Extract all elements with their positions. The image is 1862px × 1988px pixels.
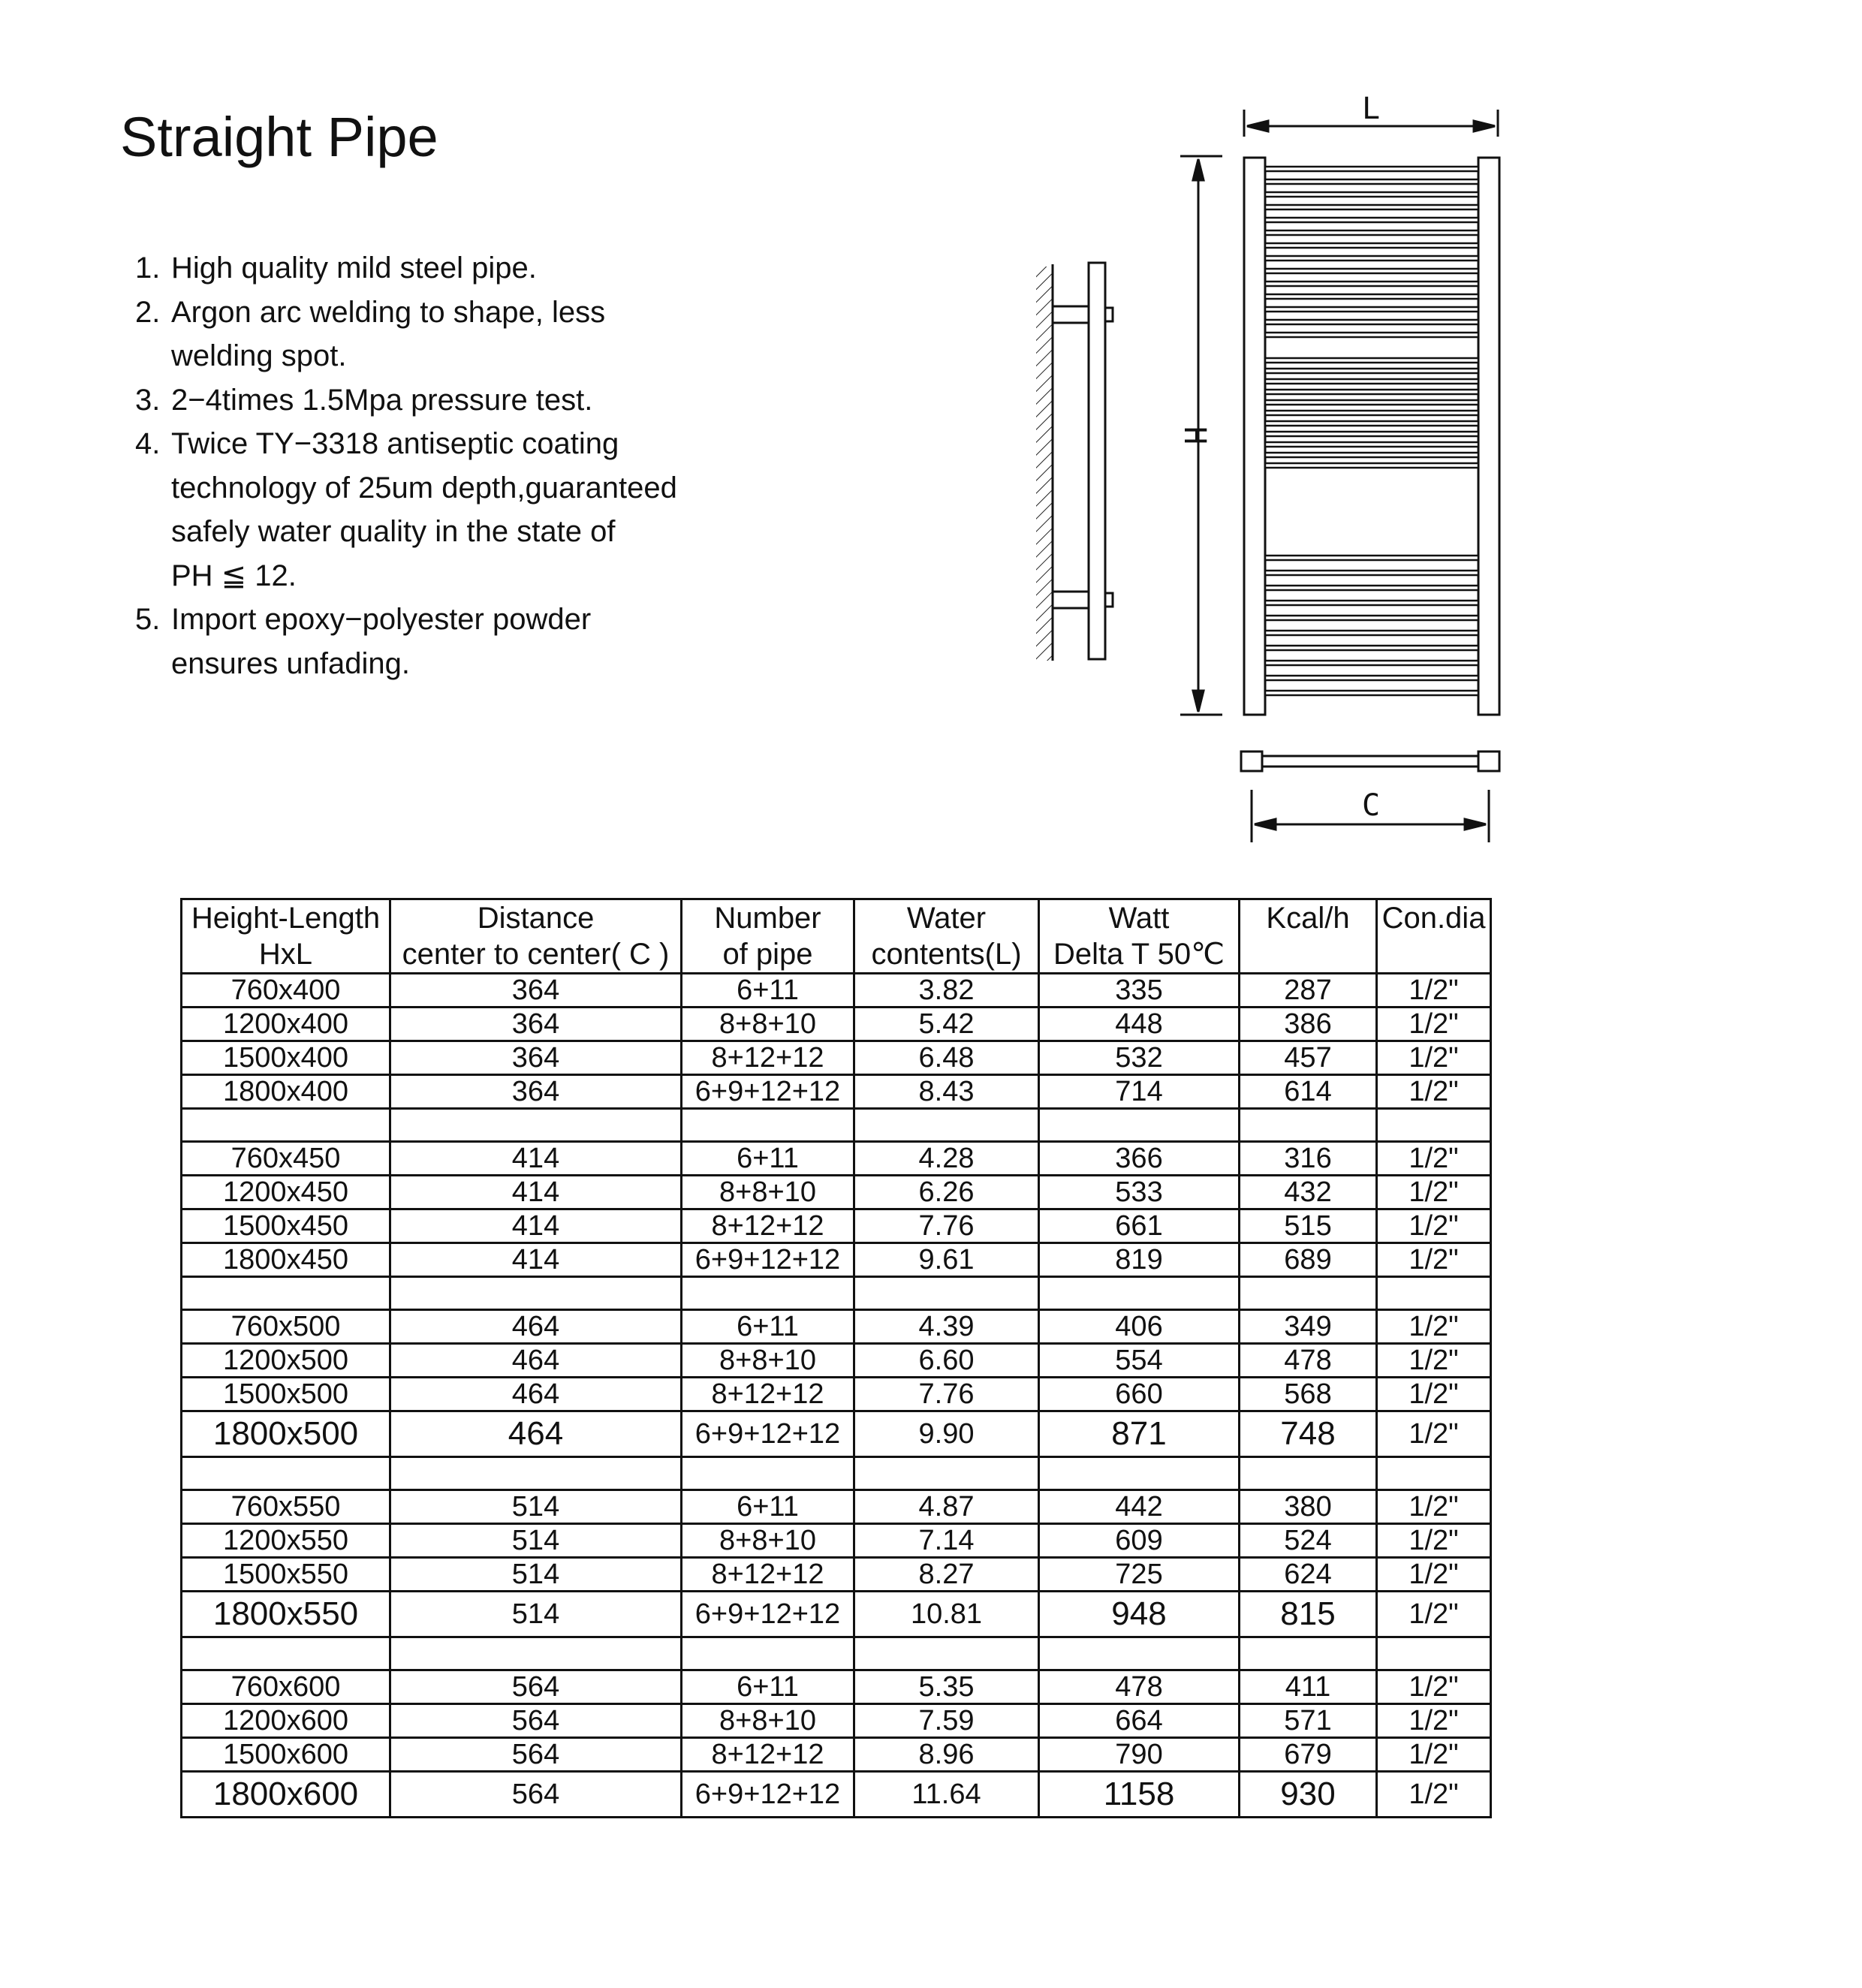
table-cell: 9.90 [854,1411,1039,1457]
table-cell: 464 [390,1344,682,1378]
front-view [1244,158,1499,715]
table-cell: 8+8+10 [682,1524,854,1558]
table-cell [682,1457,854,1490]
table-cell: 1/2" [1377,1524,1491,1558]
rung [1265,571,1478,575]
table-cell: 819 [1039,1243,1240,1277]
table-cell: 411 [1240,1670,1377,1704]
header-cell: Number [682,899,854,937]
table-cell: 406 [1039,1310,1240,1344]
table-row [182,1243,1491,1277]
feature-number: 4. [135,427,161,460]
table-row [182,1344,1491,1378]
table-cell: 6.26 [854,1176,1039,1209]
table-cell: 564 [390,1704,682,1738]
table-cell: 1/2" [1377,1075,1491,1109]
rung [1265,192,1478,197]
table-cell: 660 [1039,1378,1240,1411]
table-cell: 287 [1240,974,1377,1008]
table-cell: 1/2" [1377,1558,1491,1592]
table-cell: 714 [1039,1075,1240,1109]
table-row [182,1310,1491,1344]
rung [1265,400,1478,405]
table-cell: 8.96 [854,1738,1039,1772]
center-label: C [1361,788,1381,823]
rung [1265,661,1478,665]
table-cell: 1800x400 [182,1075,390,1109]
table-cell: 524 [1240,1524,1377,1558]
rung [1265,307,1478,312]
feature-text: welding spot. [171,339,347,372]
header-cell: Distance [390,899,682,937]
rung [1265,463,1478,468]
feature-text: PH ≦ 12. [171,559,297,592]
table-cell: 380 [1240,1490,1377,1524]
table-cell [1039,1637,1240,1670]
table-cell: 1/2" [1377,1772,1491,1818]
table-cell: 1800x550 [182,1592,390,1637]
table-cell [854,1277,1039,1310]
rung [1265,691,1478,695]
table-cell: 679 [1240,1738,1377,1772]
table-row [182,1738,1491,1772]
table-row [182,1142,1491,1176]
table-subheader-row [182,936,1491,974]
table-row [182,1558,1491,1592]
table-cell: 316 [1240,1142,1377,1176]
table-cell: 9.61 [854,1243,1039,1277]
table-cell: 1/2" [1377,1704,1491,1738]
table-row [182,1772,1491,1818]
table-spacer-row [182,1109,1491,1142]
header-cell: Watt [1039,899,1240,937]
table-cell: 6+9+12+12 [682,1075,854,1109]
table-cell: 8+12+12 [682,1041,854,1075]
rung [1265,676,1478,680]
table-cell: 1500x400 [182,1041,390,1075]
table-cell [1240,1277,1377,1310]
table-cell: 760x600 [182,1670,390,1704]
table-cell: 1200x600 [182,1704,390,1738]
table-cell [1039,1457,1240,1490]
table-cell: 8+12+12 [682,1558,854,1592]
table-cell [1377,1109,1491,1142]
table-cell: 1/2" [1377,1738,1491,1772]
rung [1265,442,1478,447]
table-cell [1377,1637,1491,1670]
table-cell: 4.39 [854,1310,1039,1344]
rung [1265,205,1478,209]
table-cell [682,1637,854,1670]
right-upright [1478,158,1499,715]
bottom-bracket [1053,592,1089,608]
table-row [182,1411,1491,1457]
table-cell: 7.14 [854,1524,1039,1558]
table-row [182,1592,1491,1637]
table-cell: 1/2" [1377,1344,1491,1378]
table-cell: 948 [1039,1592,1240,1637]
rung [1265,167,1478,171]
table-cell [1240,1109,1377,1142]
table-cell: 364 [390,1075,682,1109]
table-cell: 1/2" [1377,1142,1491,1176]
table-cell: 1/2" [1377,1209,1491,1243]
table-cell: 478 [1039,1670,1240,1704]
table-cell: 1500x600 [182,1738,390,1772]
rung [1265,601,1478,605]
table-cell: 8+12+12 [682,1738,854,1772]
table-cell: 514 [390,1592,682,1637]
table-cell: 1158 [1039,1772,1240,1818]
rung [1265,320,1478,324]
left-upright [1244,158,1265,715]
feature-text: High quality mild steel pipe. [171,252,537,285]
table-cell: 1/2" [1377,1490,1491,1524]
table-cell [390,1637,682,1670]
table-cell: 725 [1039,1558,1240,1592]
table-row [182,1670,1491,1704]
table-cell [1377,1277,1491,1310]
table-cell: 514 [390,1558,682,1592]
subheader-cell: center to center( C ) [390,936,682,974]
table-cell: 8+8+10 [682,1008,854,1041]
table-spacer-row [182,1277,1491,1310]
table-row [182,1524,1491,1558]
subheader-cell: HxL [182,936,390,974]
table-cell: 386 [1240,1008,1377,1041]
table-cell: 554 [1039,1344,1240,1378]
rung [1265,230,1478,235]
table-cell: 571 [1240,1704,1377,1738]
rung [1265,294,1478,299]
table-cell: 614 [1240,1075,1377,1109]
table-cell: 760x550 [182,1490,390,1524]
table-cell [390,1277,682,1310]
top-bracket [1053,306,1089,323]
table-cell: 1500x450 [182,1209,390,1243]
rung [1265,282,1478,286]
table-cell: 689 [1240,1243,1377,1277]
table-cell: 1/2" [1377,974,1491,1008]
table-cell: 349 [1240,1310,1377,1344]
table-cell: 624 [1240,1558,1377,1592]
table-row [182,1378,1491,1411]
table-cell [182,1277,390,1310]
table-cell: 1/2" [1377,1176,1491,1209]
rung [1265,411,1478,415]
rung [1265,586,1478,590]
feature-text: Argon arc welding to shape, less [171,295,606,329]
table-cell: 8+12+12 [682,1378,854,1411]
rung [1265,369,1478,373]
table-cell: 6+11 [682,1310,854,1344]
table-cell: 1/2" [1377,1411,1491,1457]
table-cell: 515 [1240,1209,1377,1243]
feature-text: technology of 25um depth,guaranteed [171,471,677,505]
rung [1265,646,1478,650]
header-cell: Con.dia [1377,899,1491,937]
table-cell: 10.81 [854,1592,1039,1637]
table-cell: 432 [1240,1176,1377,1209]
table-cell: 8+12+12 [682,1209,854,1243]
table-header-row [182,899,1491,937]
table-row [182,1041,1491,1075]
side-view [1036,263,1113,661]
feature-item [135,378,886,423]
rung [1265,556,1478,560]
feature-item [135,291,886,378]
table-cell: 414 [390,1209,682,1243]
table-cell: 5.42 [854,1008,1039,1041]
table-cell [182,1637,390,1670]
feature-number: 2. [135,295,161,329]
table-row [182,1704,1491,1738]
table-cell: 364 [390,1008,682,1041]
table-cell: 364 [390,974,682,1008]
rung [1265,453,1478,457]
table-cell: 609 [1039,1524,1240,1558]
length-label: L [1361,92,1381,126]
feature-number: 1. [135,252,161,285]
table-cell: 514 [390,1524,682,1558]
rung [1265,179,1478,184]
rung [1265,256,1478,261]
table-row [182,1008,1491,1041]
rung [1265,269,1478,273]
towel-rail-diagram [1021,90,1532,856]
feature-text: ensures unfading. [171,646,411,680]
feature-text: safely water quality in the state of [171,515,616,548]
table-cell [182,1457,390,1490]
table-cell: 1200x500 [182,1344,390,1378]
rung [1265,631,1478,635]
table-cell: 1/2" [1377,1243,1491,1277]
table-cell: 464 [390,1310,682,1344]
bottom-view [1241,752,1499,771]
table-cell: 748 [1240,1411,1377,1457]
table-cell: 8.27 [854,1558,1039,1592]
height-label: H [1177,426,1212,445]
table-cell: 1200x400 [182,1008,390,1041]
table-cell: 414 [390,1176,682,1209]
table-cell: 1200x450 [182,1176,390,1209]
table-cell: 1/2" [1377,1008,1491,1041]
table-cell: 568 [1240,1378,1377,1411]
table-cell: 664 [1039,1704,1240,1738]
table-cell: 8+8+10 [682,1704,854,1738]
table-row [182,974,1491,1008]
rung [1265,390,1478,394]
table-cell: 661 [1039,1209,1240,1243]
table-cell [1377,1457,1491,1490]
feature-list [135,246,886,685]
rungs [1265,167,1478,695]
table-cell [682,1109,854,1142]
table-cell: 564 [390,1738,682,1772]
feature-item [135,246,886,291]
table-cell: 364 [390,1041,682,1075]
table-cell: 533 [1039,1176,1240,1209]
subheader-cell: contents(L) [854,936,1039,974]
rung [1265,421,1478,426]
table-cell [390,1457,682,1490]
table-row [182,1490,1491,1524]
subheader-cell: of pipe [682,936,854,974]
table-cell: 1/2" [1377,1378,1491,1411]
table-cell [854,1637,1039,1670]
rung [1265,243,1478,248]
table-cell: 1200x550 [182,1524,390,1558]
header-cell: Height-Length [182,899,390,937]
table-cell: 6.48 [854,1041,1039,1075]
table-cell [854,1109,1039,1142]
feature-text: 2−4times 1.5Mpa pressure test. [171,383,593,417]
table-cell: 815 [1240,1592,1377,1637]
side-bar [1089,263,1105,659]
table-cell: 6+11 [682,1142,854,1176]
table-cell: 7.76 [854,1378,1039,1411]
table-row [182,1176,1491,1209]
table-cell: 790 [1039,1738,1240,1772]
table-cell: 448 [1039,1008,1240,1041]
table-cell: 478 [1240,1344,1377,1378]
table-cell: 4.87 [854,1490,1039,1524]
subheader-cell [1240,936,1377,974]
rung [1265,358,1478,363]
table-spacer-row [182,1637,1491,1670]
table-cell: 6+9+12+12 [682,1243,854,1277]
table-cell: 1/2" [1377,1310,1491,1344]
table-cell: 8+8+10 [682,1344,854,1378]
table-cell: 760x400 [182,974,390,1008]
feature-number: 3. [135,383,161,417]
table-cell: 760x500 [182,1310,390,1344]
table-row [182,1075,1491,1109]
table-cell [854,1457,1039,1490]
table-cell: 1/2" [1377,1670,1491,1704]
subheader-cell [1377,936,1491,974]
page-title: Straight Pipe [120,106,438,168]
table-cell: 7.76 [854,1209,1039,1243]
table-cell: 11.64 [854,1772,1039,1818]
rung [1265,333,1478,337]
subheader-cell: Delta T 50℃ [1039,936,1240,974]
table-cell [682,1277,854,1310]
feature-number: 5. [135,603,161,636]
table-cell: 1500x550 [182,1558,390,1592]
table-cell: 6+11 [682,1490,854,1524]
table-cell: 6+11 [682,1670,854,1704]
rung [1265,432,1478,436]
table-cell: 1/2" [1377,1592,1491,1637]
table-cell: 532 [1039,1041,1240,1075]
feature-text: Twice TY−3318 antiseptic coating [171,427,619,460]
table-row [182,1209,1491,1243]
table-spacer-row [182,1457,1491,1490]
table-cell [1039,1277,1240,1310]
table-cell: 1/2" [1377,1041,1491,1075]
table-cell: 442 [1039,1490,1240,1524]
rung [1265,616,1478,620]
header-cell: Kcal/h [1240,899,1377,937]
table-cell: 514 [390,1490,682,1524]
table-cell: 6+9+12+12 [682,1772,854,1818]
table-cell: 366 [1039,1142,1240,1176]
feature-item [135,422,886,598]
header-cell: Water [854,899,1039,937]
table-cell: 930 [1240,1772,1377,1818]
table-cell: 8+8+10 [682,1176,854,1209]
table-cell: 7.59 [854,1704,1039,1738]
feature-item [135,598,886,685]
table-cell: 4.28 [854,1142,1039,1176]
table-cell: 414 [390,1243,682,1277]
wall-hatch [1036,267,1053,661]
table-cell: 5.35 [854,1670,1039,1704]
table-cell: 3.82 [854,974,1039,1008]
table-cell: 1800x450 [182,1243,390,1277]
table-cell [1039,1109,1240,1142]
table-cell: 564 [390,1670,682,1704]
table-cell: 457 [1240,1041,1377,1075]
table-cell [390,1109,682,1142]
table-cell: 335 [1039,974,1240,1008]
table-cell: 6+9+12+12 [682,1411,854,1457]
table-cell: 1800x600 [182,1772,390,1818]
table-cell: 564 [390,1772,682,1818]
table-cell: 1800x500 [182,1411,390,1457]
spec-table [180,898,1492,1818]
rung [1265,218,1478,222]
table-cell: 464 [390,1378,682,1411]
rung [1265,379,1478,384]
table-cell: 6+9+12+12 [682,1592,854,1637]
table-cell: 6+11 [682,974,854,1008]
table-cell: 871 [1039,1411,1240,1457]
table-cell: 760x450 [182,1142,390,1176]
table-cell [1240,1457,1377,1490]
feature-text: Import epoxy−polyester powder [171,603,592,636]
table-cell: 414 [390,1142,682,1176]
table-cell: 8.43 [854,1075,1039,1109]
table-cell [182,1109,390,1142]
table-cell [1240,1637,1377,1670]
table-cell: 464 [390,1411,682,1457]
table-cell: 1500x500 [182,1378,390,1411]
table-cell: 6.60 [854,1344,1039,1378]
